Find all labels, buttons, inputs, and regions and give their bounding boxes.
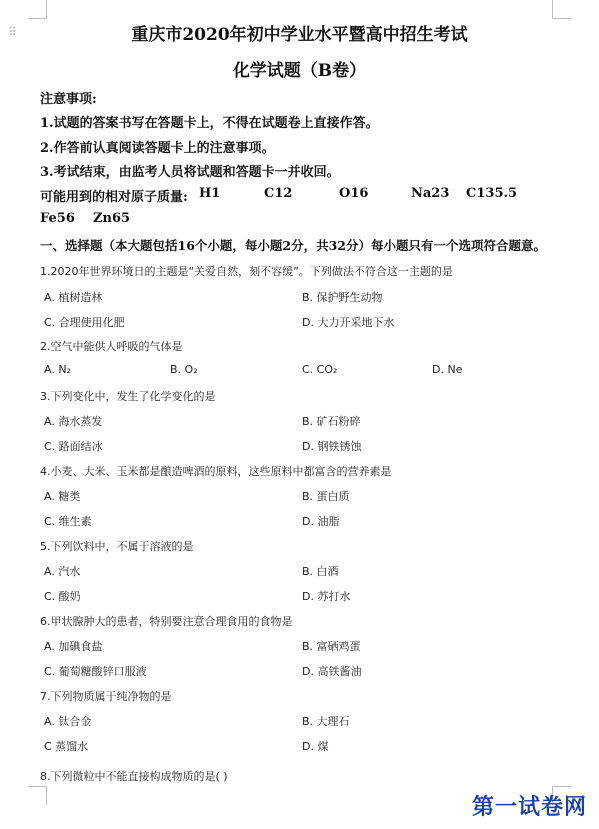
notes-heading: 注意事项: xyxy=(40,92,97,107)
question-stem: 7.下列物质属于纯净物的是 xyxy=(40,690,172,703)
question-stem: 3.下列变化中，发生了化学变化的是 xyxy=(40,390,216,403)
option-a: A. 海水蒸发 xyxy=(44,415,103,428)
question-stem: 5.下列饮料中，不属于溶液的是 xyxy=(40,540,194,553)
atomic-mass-value: Zn65 xyxy=(93,211,131,226)
page-title: 重庆市2020年初中学业水平暨高中招生考试 xyxy=(131,25,468,45)
option-a: A. 糖类 xyxy=(44,490,81,503)
atomic-mass-value: O16 xyxy=(339,186,369,201)
option-b: B. 保护野生动物 xyxy=(302,291,383,304)
note-item: 3.考试结束，由监考人员将试题和答题卡一并收回。 xyxy=(40,165,340,180)
option-c: C. 酸奶 xyxy=(44,590,81,603)
option-c: C. 合理使用化肥 xyxy=(44,316,125,329)
option-c: C. CO₂ xyxy=(302,363,338,376)
option-b: B. 蛋白质 xyxy=(302,490,350,503)
option-b: B. 大理石 xyxy=(302,715,350,728)
note-item: 2.作答前认真阅读答题卡上的注意事项。 xyxy=(40,141,275,156)
option-d: D. 大力开采地下水 xyxy=(302,316,395,329)
atomic-mass-label: 可能用到的相对原子质量: xyxy=(40,190,188,205)
crop-mark-bottom-left xyxy=(28,786,47,805)
option-a: A. 加碘食盐 xyxy=(44,640,103,653)
page-subtitle: 化学试题（B卷） xyxy=(232,61,367,81)
option-a: A. 汽水 xyxy=(44,565,81,578)
option-b: B. 富硒鸡蛋 xyxy=(302,640,361,653)
option-d: D. 油脂 xyxy=(302,515,340,528)
option-a: A. 植树造林 xyxy=(44,291,103,304)
atomic-mass-value: C135.5 xyxy=(466,186,518,201)
option-b: B. 白酒 xyxy=(302,565,339,578)
question-stem: 8.下列微粒中不能直接构成物质的是( ) xyxy=(40,770,228,783)
crop-mark-top-right xyxy=(552,0,571,19)
crop-mark-top-left xyxy=(28,0,47,19)
question-stem: 4.小麦、大米、玉米都是酿造啤酒的原料，这些原料中都富含的营养素是 xyxy=(40,465,392,478)
question-stem: 6.甲状腺肿大的患者，特别要注意合理食用的食物是 xyxy=(40,615,293,628)
option-d: D. 煤 xyxy=(302,740,329,753)
option-d: D. 高铁酱油 xyxy=(302,665,362,678)
watermark-logo: 第一试卷网 xyxy=(471,794,587,820)
option-c: C. 维生素 xyxy=(44,515,92,528)
option-d: D. 钢铁锈蚀 xyxy=(302,440,362,453)
note-item: 1.试题的答案书写在答题卡上，不得在试题卷上直接作答。 xyxy=(40,116,379,131)
option-c: C 蒸馏水 xyxy=(44,740,89,753)
drag-handle-icon[interactable]: ⠿ xyxy=(8,25,17,39)
atomic-mass-value: Na23 xyxy=(411,186,450,201)
atomic-mass-value: Fe56 xyxy=(40,211,75,226)
option-d: D. Ne xyxy=(432,363,463,376)
option-b: B. O₂ xyxy=(170,363,198,376)
option-a: A. N₂ xyxy=(44,363,71,376)
atomic-mass-value: C12 xyxy=(264,186,293,201)
question-stem: 1.2020年世界环境日的主题是“关爱自然，刻不容缓”。下列做法不符合这一主题的是 xyxy=(40,265,453,278)
option-a: A. 钛合金 xyxy=(44,715,92,728)
question-stem: 2.空气中能供人呼吸的气体是 xyxy=(40,340,183,353)
section-heading: 一、选择题（本大题包括16个小题，每小题2分，共32分）每小题只有一个选项符合题意。 xyxy=(40,238,546,253)
option-d: D. 苏打水 xyxy=(302,590,351,603)
option-c: C. 葡萄糖酸锌口服液 xyxy=(44,665,147,678)
atomic-mass-value: H1 xyxy=(199,186,221,201)
option-c: C. 路面结冰 xyxy=(44,440,103,453)
option-b: B. 矿石粉碎 xyxy=(302,415,361,428)
